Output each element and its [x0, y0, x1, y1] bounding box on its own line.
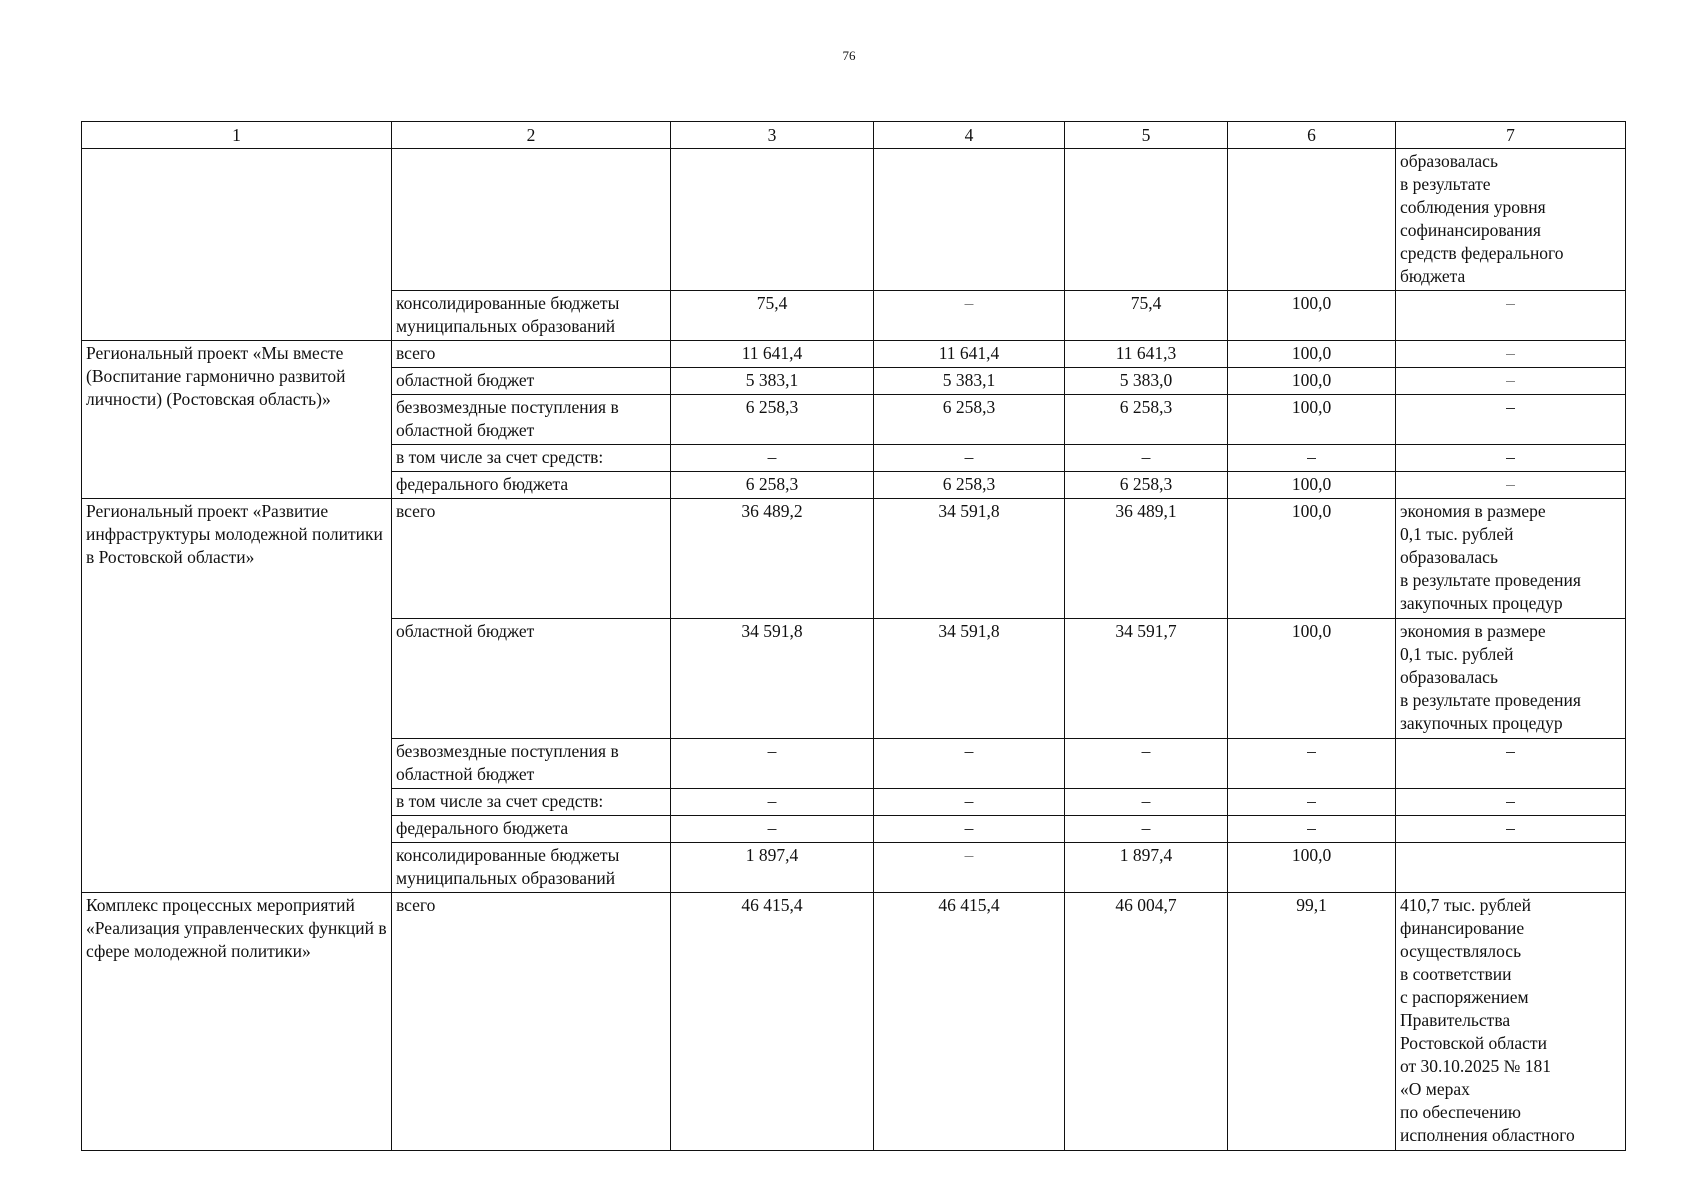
note-line: экономия в размере [1400, 501, 1546, 521]
note-cell [1396, 149, 1626, 291]
value-cell: 1 897,4 [1065, 843, 1228, 893]
note-cell [1396, 499, 1626, 619]
source-cell: всего [392, 341, 671, 368]
value-cell: – [874, 445, 1065, 472]
note-line: в результате [1400, 174, 1491, 194]
value-cell: 34 591,8 [874, 619, 1065, 739]
note-line: закупочных процедур [1400, 593, 1563, 613]
note-line: Правительства [1400, 1010, 1511, 1030]
value-cell: – [874, 291, 1065, 341]
note-line: 410,7 тыс. рублей [1400, 895, 1532, 915]
value-cell: 34 591,8 [671, 619, 874, 739]
note-line: в соответствии [1400, 964, 1512, 984]
note-cell: – [1396, 816, 1626, 843]
column-header: 7 [1396, 122, 1626, 149]
value-cell: – [671, 789, 874, 816]
note-cell: – [1396, 368, 1626, 395]
note-line: образовалась [1400, 151, 1498, 171]
table-row [82, 149, 1626, 291]
value-cell: 100,0 [1228, 499, 1396, 619]
project-name-cell: Региональный проект «Мы вместе (Воспитание гармонично развитой личности) (Ростовская область)» [82, 341, 392, 499]
value-cell: 100,0 [1228, 843, 1396, 893]
value-cell: 75,4 [1065, 291, 1228, 341]
note-line: осуществлялось [1400, 941, 1522, 961]
value-cell: 100,0 [1228, 368, 1396, 395]
value-cell: 100,0 [1228, 395, 1396, 445]
source-cell: консолидированные бюджеты муниципальных образований [392, 843, 671, 893]
value-cell: – [671, 445, 874, 472]
column-header: 2 [392, 122, 671, 149]
note-line: по обеспечению [1400, 1102, 1521, 1122]
source-cell: федерального бюджета [392, 816, 671, 843]
value-cell: 46 004,7 [1065, 893, 1228, 1151]
value-cell: 46 415,4 [671, 893, 874, 1151]
value-cell: – [1065, 445, 1228, 472]
value-cell: 6 258,3 [874, 395, 1065, 445]
value-cell: 6 258,3 [671, 472, 874, 499]
note-cell [1396, 619, 1626, 739]
table-row [82, 499, 1626, 619]
value-cell: 5 383,1 [874, 368, 1065, 395]
value-cell: – [874, 816, 1065, 843]
source-cell: областной бюджет [392, 368, 671, 395]
note-line: Ростовской области [1400, 1033, 1547, 1053]
note-line: в результате проведения [1400, 570, 1581, 590]
value-cell [1228, 149, 1396, 291]
note-cell: – [1396, 341, 1626, 368]
value-cell: 11 641,3 [1065, 341, 1228, 368]
value-cell: 1 897,4 [671, 843, 874, 893]
value-cell: – [1228, 816, 1396, 843]
column-header: 4 [874, 122, 1065, 149]
value-cell: – [1228, 789, 1396, 816]
source-cell: федерального бюджета [392, 472, 671, 499]
note-line: 0,1 тыс. рублей [1400, 524, 1514, 544]
value-cell: 5 383,0 [1065, 368, 1228, 395]
note-cell: – [1396, 291, 1626, 341]
value-cell: – [874, 789, 1065, 816]
budget-execution-table [81, 121, 1626, 1151]
source-cell: всего [392, 499, 671, 619]
source-cell: безвозмездные поступления в областной бюджет [392, 739, 671, 789]
value-cell: – [1065, 789, 1228, 816]
column-header: 1 [82, 122, 392, 149]
note-line: соблюдения уровня [1400, 197, 1546, 217]
source-cell: консолидированные бюджеты муниципальных образований [392, 291, 671, 341]
value-cell: 99,1 [1228, 893, 1396, 1151]
note-line: в результате проведения [1400, 690, 1581, 710]
note-line: «О мерах [1400, 1079, 1470, 1099]
value-cell [671, 149, 874, 291]
note-line: 0,1 тыс. рублей [1400, 644, 1514, 664]
note-line: бюджета [1400, 266, 1466, 286]
project-name-cell: Региональный проект «Развитие инфраструктуры молодежной политики в Ростовской области» [82, 499, 392, 893]
value-cell: – [1065, 816, 1228, 843]
value-cell: 75,4 [671, 291, 874, 341]
note-line: средств федерального [1400, 243, 1564, 263]
value-cell: 6 258,3 [1065, 395, 1228, 445]
value-cell: – [1065, 739, 1228, 789]
value-cell: 11 641,4 [874, 341, 1065, 368]
continued-entry-cell [82, 149, 392, 341]
note-cell: – [1396, 395, 1626, 445]
value-cell: 6 258,3 [874, 472, 1065, 499]
value-cell: 5 383,1 [671, 368, 874, 395]
value-cell: 100,0 [1228, 619, 1396, 739]
page-number: 76 [842, 48, 856, 63]
note-cell: – [1396, 739, 1626, 789]
value-cell: 46 415,4 [874, 893, 1065, 1151]
column-header: 6 [1228, 122, 1396, 149]
note-line: образовалась [1400, 667, 1498, 687]
note-cell: – [1396, 472, 1626, 499]
note-cell: – [1396, 789, 1626, 816]
value-cell: – [671, 816, 874, 843]
note-line: от 30.10.2025 № 181 [1400, 1056, 1551, 1076]
note-line: закупочных процедур [1400, 713, 1563, 733]
column-header: 5 [1065, 122, 1228, 149]
note-line: с распоряжением [1400, 987, 1529, 1007]
value-cell: 100,0 [1228, 341, 1396, 368]
table-row [82, 341, 1626, 368]
column-header: 3 [671, 122, 874, 149]
note-cell: – [1396, 445, 1626, 472]
value-cell: 34 591,7 [1065, 619, 1228, 739]
column-number-row [82, 122, 1626, 149]
value-cell: – [671, 739, 874, 789]
source-cell: всего [392, 893, 671, 1151]
note-cell [1396, 893, 1626, 1151]
source-cell: в том числе за счет средств: [392, 789, 671, 816]
note-line: исполнения областного [1400, 1125, 1575, 1145]
note-line: образовалась [1400, 547, 1498, 567]
value-cell: 100,0 [1228, 472, 1396, 499]
value-cell: 36 489,2 [671, 499, 874, 619]
value-cell: – [874, 843, 1065, 893]
note-cell [1396, 843, 1626, 893]
note-line: софинансирования [1400, 220, 1541, 240]
source-cell: безвозмездные поступления в областной бюджет [392, 395, 671, 445]
value-cell: 36 489,1 [1065, 499, 1228, 619]
value-cell: 100,0 [1228, 291, 1396, 341]
value-cell: – [1228, 739, 1396, 789]
table-row [82, 893, 1626, 1151]
value-cell: – [874, 739, 1065, 789]
value-cell: 6 258,3 [671, 395, 874, 445]
value-cell: 34 591,8 [874, 499, 1065, 619]
value-cell [1065, 149, 1228, 291]
value-cell: 11 641,4 [671, 341, 874, 368]
source-cell: в том числе за счет средств: [392, 445, 671, 472]
value-cell: 6 258,3 [1065, 472, 1228, 499]
source-cell: областной бюджет [392, 619, 671, 739]
note-line: экономия в размере [1400, 621, 1546, 641]
project-name-cell: Комплекс процессных мероприятий «Реализация управленческих функций в сфере молодежной политики» [82, 893, 392, 1151]
value-cell [874, 149, 1065, 291]
value-cell: – [1228, 445, 1396, 472]
note-line: финансирование [1400, 918, 1525, 938]
source-cell [392, 149, 671, 291]
